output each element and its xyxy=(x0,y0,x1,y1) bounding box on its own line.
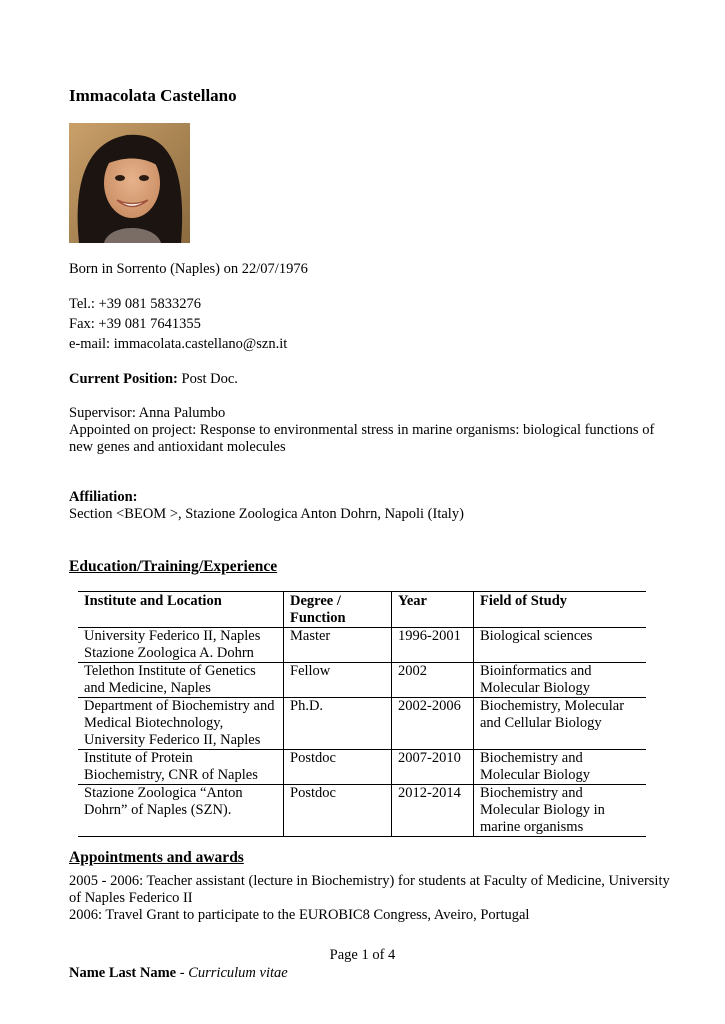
project-line-2: new genes and antioxidant molecules xyxy=(69,439,286,455)
footer-name: Name Last Name xyxy=(69,965,177,981)
footer-title xyxy=(69,965,288,982)
cell-year: 2002-2006 xyxy=(392,698,474,750)
telephone: Tel.: +39 081 5833276 xyxy=(69,296,202,312)
email: e-mail: immacolata.castellano@szn.it xyxy=(69,336,288,352)
table-row xyxy=(78,628,646,663)
current-position-value: Post Doc. xyxy=(177,371,238,387)
cell-institute: University Federico II, Naples Stazione Zoologica A. Dohrn xyxy=(78,628,284,663)
current-position xyxy=(69,371,238,388)
footer-separator: - xyxy=(176,965,189,981)
cell-year: 2007-2010 xyxy=(392,750,474,785)
page-number: Page 1 of 4 xyxy=(329,947,396,963)
current-position-label: Current Position: xyxy=(69,371,178,387)
table-row xyxy=(78,663,646,698)
cell-institute: Telethon Institute of Genetics and Medicine, Naples xyxy=(78,663,284,698)
affiliation-value: Section <BEOM >, Stazione Zoologica Anton Dohrn, Napoli (Italy) xyxy=(69,506,464,522)
project-line-1: Appointed on project: Response to environmental stress in marine organisms: biological functions of xyxy=(69,422,655,438)
cell-year: 2002 xyxy=(392,663,474,698)
header-field: Field of Study xyxy=(474,592,647,628)
footer-doc-type: Curriculum vitae xyxy=(188,965,288,981)
birth-info: Born in Sorrento (Naples) on 22/07/1976 xyxy=(69,261,308,277)
person-name: Immacolata Castellano xyxy=(69,86,237,105)
cell-institute: Stazione Zoologica “Anton Dohrn” of Naples (SZN). xyxy=(78,785,284,837)
table-header-row xyxy=(78,592,646,628)
appointment-1-line-2: of Naples Federico II xyxy=(69,890,193,906)
education-heading: Education/Training/Experience xyxy=(69,558,278,575)
cell-degree: Postdoc xyxy=(284,785,392,837)
header-degree: Degree / Function xyxy=(284,592,392,628)
header-institute: Institute and Location xyxy=(78,592,284,628)
table-row xyxy=(78,698,646,750)
cell-field: Biochemistry and Molecular Biology xyxy=(474,750,647,785)
cell-field: Biological sciences xyxy=(474,628,647,663)
cell-field: Biochemistry and Molecular Biology in marine organisms xyxy=(474,785,647,837)
cell-field: Bioinformatics and Molecular Biology xyxy=(474,663,647,698)
cell-year: 1996-2001 xyxy=(392,628,474,663)
cell-institute: Institute of Protein Biochemistry, CNR of Naples xyxy=(78,750,284,785)
cell-degree: Master xyxy=(284,628,392,663)
appointment-2: 2006: Travel Grant to participate to the EUROBIC8 Congress, Aveiro, Portugal xyxy=(69,907,530,923)
cell-institute: Department of Biochemistry and Medical Biotechnology, University Federico II, Naples xyxy=(78,698,284,750)
cell-year: 2012-2014 xyxy=(392,785,474,837)
table-row xyxy=(78,785,646,837)
profile-photo xyxy=(69,123,190,243)
cell-field: Biochemistry, Molecular and Cellular Biology xyxy=(474,698,647,750)
cell-degree: Ph.D. xyxy=(284,698,392,750)
supervisor: Supervisor: Anna Palumbo xyxy=(69,405,226,421)
header-year: Year xyxy=(392,592,474,628)
fax: Fax: +39 081 7641355 xyxy=(69,316,201,332)
cell-degree: Postdoc xyxy=(284,750,392,785)
affiliation-label: Affiliation: xyxy=(69,489,138,505)
education-table xyxy=(78,591,646,837)
table-row xyxy=(78,750,646,785)
appointment-1-line-1: 2005 - 2006: Teacher assistant (lecture in Biochemistry) for students at Faculty of Medicine, University xyxy=(69,873,670,889)
cell-degree: Fellow xyxy=(284,663,392,698)
appointments-heading: Appointments and awards xyxy=(69,849,244,866)
